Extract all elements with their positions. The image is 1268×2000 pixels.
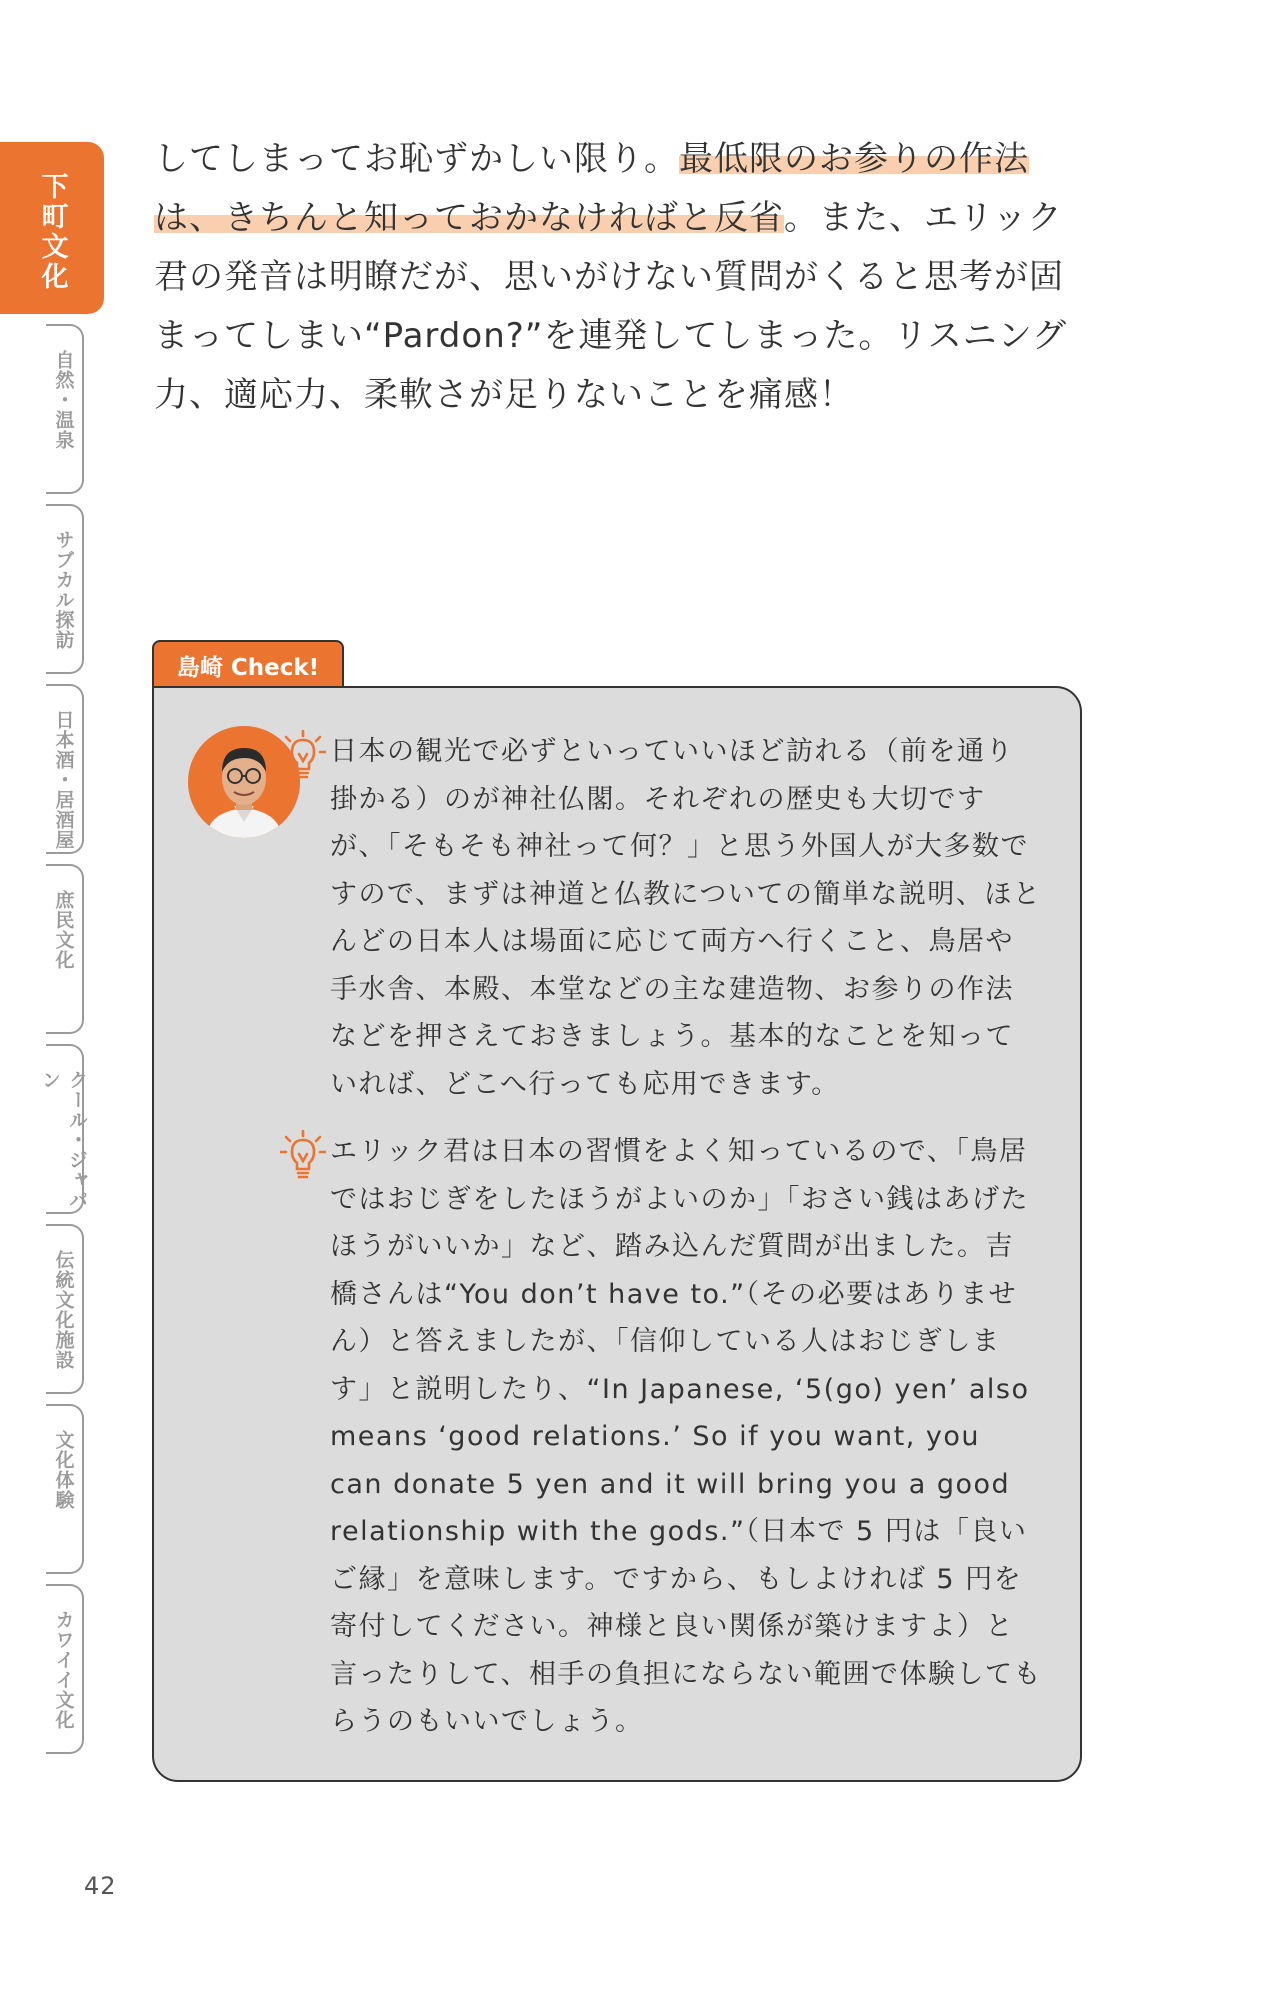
check-item	[330, 728, 1042, 1108]
body-paragraph	[154, 130, 1089, 425]
highlighted-text: 最低限のお参りの作法は、きちんと知っておかなければと反省	[154, 139, 1029, 238]
tab-label: 文化体験	[52, 1430, 75, 1510]
tab-nature-onsen[interactable]	[46, 324, 84, 494]
tab-shitamachi-bunka[interactable]	[0, 142, 104, 314]
body-text-end: 。また、エリック君の発音は明瞭だが、思いがけない質問がくると思考が固まってしまい“Pardon?”を連発してしまった。リスニング力、適応力、柔軟さが足りないことを痛感！	[154, 198, 1068, 415]
tab-subculture[interactable]	[46, 504, 84, 674]
check-box	[152, 686, 1082, 1782]
tab-kawaii-bunka[interactable]	[46, 1584, 84, 1754]
check-item-text: 日本の観光で必ずといっていいほど訪れる（前を通り掛かる）のが神社仏閣。それぞれの歴史も大切ですが、「そもそも神社って何？」と思う外国人が大多数ですので、まずは神道と仏教についての簡単な説明、ほとんどの日本人は場面に応じて両方へ行くこと、鳥居や手水舎、本殿、本堂などの主な建造物、お参りの作法などを押さえておきましょう。基本的なことを知っていれば、どこへ行っても応用できます。	[330, 736, 1042, 1100]
tab-label: 伝統文化施設	[52, 1250, 75, 1370]
check-box-title: 島崎 Check!	[152, 640, 344, 688]
tab-cool-japan[interactable]	[39, 1044, 88, 1214]
tab-label: カワイイ文化	[52, 1610, 75, 1730]
lightbulb-icon	[280, 1130, 326, 1182]
body-text	[154, 130, 1089, 425]
tab-sake-izakaya[interactable]	[46, 684, 84, 854]
tab-label: 日本酒・居酒屋	[52, 710, 75, 850]
tab-label: サブカル探訪	[52, 530, 75, 650]
check-item-text: エリック君は日本の習慣をよく知っているので、「鳥居ではおじぎをしたほうがよいのか」「おさい銭はあげたほうがいいか」など、踏み込んだ質問が出ました。吉橋さんは“You don’t have to.”（その必要はありません）と答えましたが、「信仰している人はおじぎします」と説明したり、“In Japanese, ‘5(go) yen’ also means ‘good relations.’ So if you want, you can donate 5 yen and it will bring you a good relationship with the gods.”（日本で 5 円は「良いご縁」を意味します。ですから、もしよければ 5 円を寄付してください。神様と良い関係が築けますよ）と言ったりして、相手の負担にならない範囲で体験してもらうのもいいでしょう。	[330, 1136, 1042, 1737]
check-item	[330, 1128, 1042, 1746]
tab-label: クール・ジャパン	[39, 1070, 88, 1210]
tab-traditional-facilities[interactable]	[46, 1224, 84, 1394]
tab-culture-experience[interactable]	[46, 1404, 84, 1574]
tab-shomin-bunka[interactable]	[46, 864, 84, 1034]
tab-label: 下町文化	[36, 172, 68, 292]
body-text-start: してしまってお恥ずかしい限り。	[154, 139, 679, 179]
lightbulb-icon	[280, 730, 326, 782]
tab-label: 自然・温泉	[52, 350, 75, 450]
page-number: 42	[84, 1872, 117, 1900]
tab-label: 庶民文化	[52, 890, 75, 970]
